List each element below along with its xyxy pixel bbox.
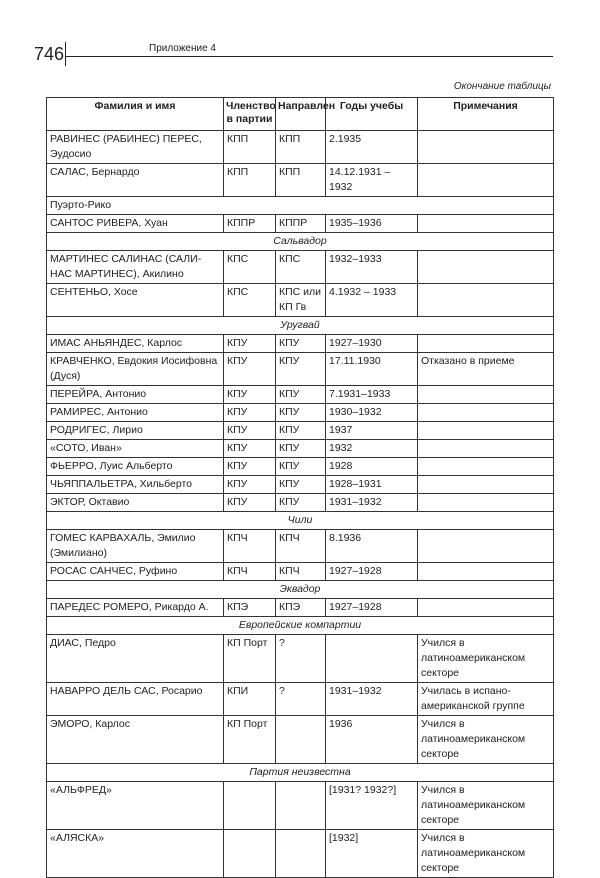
cell-notes [418,284,554,317]
table-row [47,131,554,164]
section-row [47,233,554,251]
cell-membership [224,830,276,878]
cell-notes: Учился в латиноамериканском секторе [418,782,554,830]
cell-years: 1928–1931 [326,476,418,494]
table-row [47,494,554,512]
cell-name: РОСАС САНЧЕС, Руфино [47,563,224,581]
cell-sent-by: КПЭ [276,599,326,617]
cell-sent-by: КПУ [276,335,326,353]
table-row [47,782,554,830]
cell-membership: КПУ [224,386,276,404]
cell-years: 7.1931–1933 [326,386,418,404]
cell-name: НАВАРРО ДЕЛЬ САС, Росарио [47,683,224,716]
cell-notes [418,422,554,440]
cell-sent-by: ? [276,635,326,683]
cell-name: ПЕРЕЙРА, Антонио [47,386,224,404]
cell-sent-by [276,830,326,878]
cell-years: [1932] [326,830,418,878]
cell-notes [418,599,554,617]
cell-membership: КПЧ [224,563,276,581]
col-header-sent-by: Направлен [276,98,326,131]
cell-name: ДИАС, Педро [47,635,224,683]
cell-years: 1932 [326,440,418,458]
cell-notes [418,404,554,422]
cell-years: 2.1935 [326,131,418,164]
cell-membership: КПУ [224,335,276,353]
cell-name: КРАВЧЕНКО, Евдокия Иосифовна (Дуся) [47,353,224,386]
table-row [47,353,554,386]
cell-membership: КПС [224,251,276,284]
cell-membership: КПП [224,131,276,164]
cell-sent-by: КПУ [276,458,326,476]
table-row [47,830,554,878]
cell-notes [418,440,554,458]
section-heading: Партия неизвестна [47,764,554,782]
section-heading: Европейские компартии [47,617,554,635]
col-header-membership: Членство в партии [224,98,276,131]
section-row [47,512,554,530]
cell-name: «АЛЯСКА» [47,830,224,878]
section-row [47,317,554,335]
table-row [47,335,554,353]
cell-name: СЕНТЕНЬО, Хосе [47,284,224,317]
cell-years: 4.1932 – 1933 [326,284,418,317]
cell-name: «АЛЬФРЕД» [47,782,224,830]
table-body [47,131,554,878]
cell-sent-by: КПУ [276,476,326,494]
col-header-notes: Примечания [418,98,554,131]
cell-name: РАМИРЕС, Антонио [47,404,224,422]
cell-years: 1927–1928 [326,563,418,581]
cell-name: САЛАС, Бернардо [47,164,224,197]
cell-name: ПАРЕДЕС РОМЕРО, Рикардо А. [47,599,224,617]
cell-years: 1931–1932 [326,494,418,512]
cell-notes: Учился в латиноамериканском секторе [418,635,554,683]
cell-years: 8.1936 [326,530,418,563]
col-header-name: Фамилия и имя [47,98,224,131]
cell-membership: КПЭ [224,599,276,617]
cell-notes [418,494,554,512]
table-row [47,251,554,284]
cell-years: 1927–1928 [326,599,418,617]
cell-membership: КПУ [224,458,276,476]
cell-years: 1932–1933 [326,251,418,284]
table-row [47,422,554,440]
cell-years: 1928 [326,458,418,476]
cell-membership: КПУ [224,353,276,386]
cell-membership: КПЧ [224,530,276,563]
cell-sent-by: КПС [276,251,326,284]
header-row [47,98,554,131]
cell-sent-by: КПУ [276,422,326,440]
cell-years [326,635,418,683]
cell-notes [418,563,554,581]
cell-years: 1930–1932 [326,404,418,422]
cell-sent-by: ? [276,683,326,716]
cell-sent-by: КПЧ [276,563,326,581]
cell-name: САНТОС РИВЕРА, Хуан [47,215,224,233]
table-row [47,716,554,764]
cell-notes [418,131,554,164]
cell-name: РОДРИГЕС, Лирио [47,422,224,440]
cell-membership: КПС [224,284,276,317]
table-row [47,386,554,404]
table-row [47,683,554,716]
cell-name: ФЬЕРРО, Луис Альберто [47,458,224,476]
cell-membership: КПИ [224,683,276,716]
cell-years: 1937 [326,422,418,440]
cell-notes: Отказано в приеме [418,353,554,386]
cell-sent-by: КПУ [276,494,326,512]
cell-name: ЭМОРО, Карлос [47,716,224,764]
cell-notes [418,386,554,404]
cell-notes [418,335,554,353]
cell-notes [418,251,554,284]
table-caption: Окончание таблицы [453,81,551,92]
table-header [47,98,554,131]
section-heading: Эквадор [47,581,554,599]
cell-sent-by: КПУ [276,353,326,386]
cell-membership [224,782,276,830]
cell-sent-by: КПП [276,131,326,164]
section-heading: Чили [47,512,554,530]
section-row [47,617,554,635]
cell-years: [1931? 1932?] [326,782,418,830]
cell-name: ИМАС АНЬЯНДЕС, Карлос [47,335,224,353]
cell-membership: КПУ [224,404,276,422]
cell-membership: КП Порт [224,716,276,764]
cell-membership: КПУ [224,440,276,458]
table-row [47,440,554,458]
section-heading: Уругвай [47,317,554,335]
table-row [47,284,554,317]
country-row [47,197,554,215]
cell-sent-by: КПУ [276,404,326,422]
cell-sent-by: КПЧ [276,530,326,563]
page-number: 746 [34,44,65,64]
table-row [47,635,554,683]
cell-membership: КПП [224,164,276,197]
col-header-years: Годы учебы [326,98,418,131]
header-rule [65,56,553,57]
cell-notes: Учился в латиноамериканском секторе [418,716,554,764]
cell-name: РАВИНЕС (РАБИНЕС) ПЕРЕС, Эудосио [47,131,224,164]
section-row [47,764,554,782]
section-row [47,581,554,599]
cell-membership: КП Порт [224,635,276,683]
cell-notes: Учился в латиноамериканском секторе [418,830,554,878]
table-row [47,476,554,494]
cell-membership: КПУ [224,422,276,440]
table-row [47,563,554,581]
cell-years: 1927–1930 [326,335,418,353]
cell-sent-by: КППР [276,215,326,233]
cell-name: ГОМЕС КАРВАХАЛЬ, Эмилио (Эмилиано) [47,530,224,563]
cell-years: 1931–1932 [326,683,418,716]
table-row [47,404,554,422]
table-row [47,530,554,563]
cell-name: ЧЬЯППАЛЬЕТРА, Хильберто [47,476,224,494]
cell-membership: КПУ [224,476,276,494]
cell-years: 1936 [326,716,418,764]
cell-name: «СОТО, Иван» [47,440,224,458]
header-vertical-rule [65,42,66,66]
table-row [47,215,554,233]
table-row [47,458,554,476]
cell-sent-by: КПП [276,164,326,197]
students-table [46,97,554,878]
cell-notes: Училась в испано-американской группе [418,683,554,716]
cell-notes [418,476,554,494]
cell-years: 14.12.1931 – 1932 [326,164,418,197]
cell-years: 17.11.1930 [326,353,418,386]
cell-name: ЭКТОР, Октавио [47,494,224,512]
cell-notes [418,458,554,476]
section-heading: Сальвадор [47,233,554,251]
cell-sent-by [276,716,326,764]
cell-name: МАРТИНЕС САЛИНАС (САЛИ-НАС МАРТИНЕС), Акилино [47,251,224,284]
table-row [47,599,554,617]
cell-sent-by: КПУ [276,440,326,458]
cell-sent-by [276,782,326,830]
cell-notes [418,215,554,233]
table-row [47,164,554,197]
country-heading: Пуэрто-Рико [47,197,554,215]
cell-membership: КППР [224,215,276,233]
cell-notes [418,164,554,197]
cell-years: 1935–1936 [326,215,418,233]
cell-sent-by: КПС или КП Гв [276,284,326,317]
running-head: Приложение 4 [149,43,216,54]
cell-notes [418,530,554,563]
cell-sent-by: КПУ [276,386,326,404]
cell-membership: КПУ [224,494,276,512]
